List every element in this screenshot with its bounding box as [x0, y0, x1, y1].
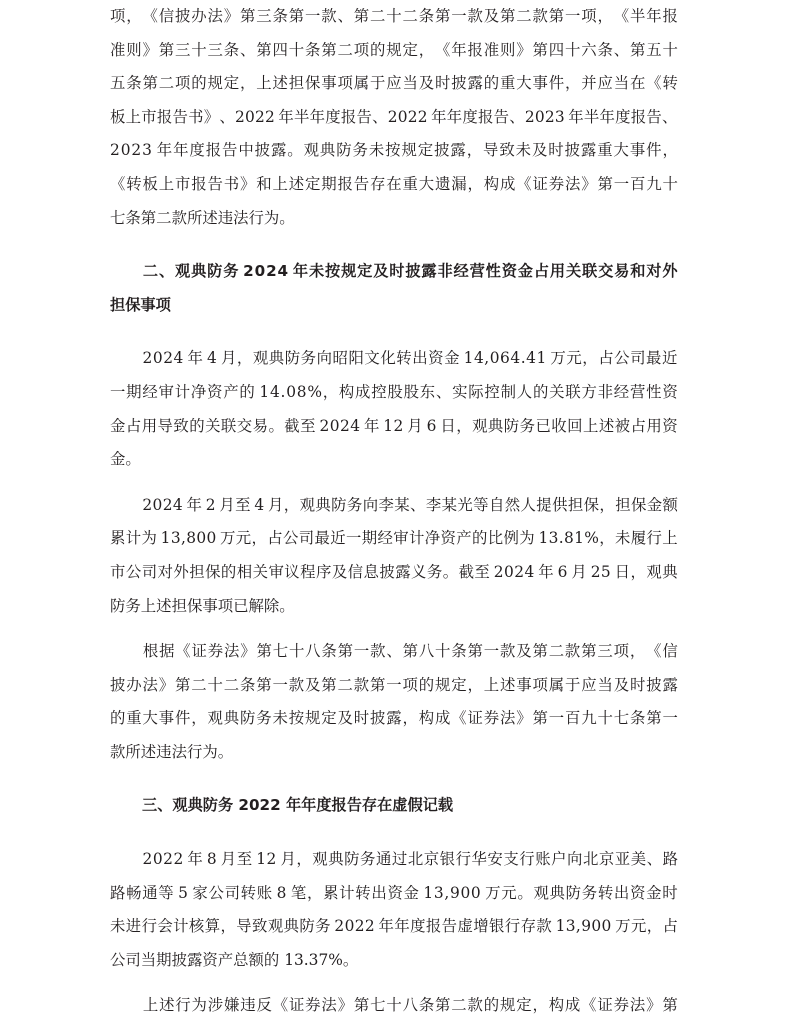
page-body	[110, 0, 678, 1023]
heading-line: 二 、 观 典 防 务 2 0 2 4 年 未 按 规 定 及 时 披 露 非 经 营 性 资 金 占 用 关 联 交 易 和 对 外	[142, 262, 678, 281]
text-line: 款所述违法行为。	[110, 742, 234, 761]
text-line: 2 0 2 3 年 年 度 报 告 中 披 露 。 观 典 防 务 未 按 规 定 披 露 ， 导 致 未 及 时 披 露 重 大 事 件 ，	[110, 141, 678, 160]
text-line: 项 ， 《 信 披 办 法 》 第 三 条 第 一 款 、 第 二 十 二 条 第 一 款 及 第 二 款 第 一 项 ， 《 半 年 报	[110, 7, 678, 25]
block-spacer	[110, 235, 678, 255]
block-spacer	[110, 823, 678, 843]
text-line: 一 期 经 审 计 净 资 产 的 1 4 . 0 8 % ， 构 成 控 股 股 东 、 实 际 控 制 人 的 关 联 方 非 经 营 性 资	[110, 382, 678, 401]
text-line: 上 述 行 为 涉 嫌 违 反 《 证 券 法 》 第 七 十 八 条 第 二 款 的 规 定 ， 构 成 《 证 券 法 》 第	[142, 996, 678, 1015]
text-line: 累 计 为 1 3 , 8 0 0 万 元 ， 占 公 司 最 近 一 期 经 审 计 净 资 产 的 比 例 为 1 3 . 8 1 % ， 未 履 行 上	[110, 529, 678, 548]
text-line: 2 0 2 2 年 8 月 至 1 2 月 ， 观 典 防 务 通 过 北 京 银 行 华 安 支 行 账 户 向 北 京 亚 美 、 路	[142, 850, 678, 869]
section-heading-3	[110, 789, 678, 823]
paragraph-2-1	[110, 342, 678, 476]
text-line: 金 占 用 导 致 的 关 联 交 易 。 截 至 2 0 2 4 年 1 2 月 6 日 ， 观 典 防 务 已 收 回 上 述 被 占 用 资	[110, 416, 678, 435]
text-line: 2 0 2 4 年 2 月 至 4 月 ， 观 典 防 务 向 李 某 、 李 某 光 等 自 然 人 提 供 担 保 ， 担 保 金 额	[142, 495, 678, 514]
text-line: 公司当期披露资产总额的 13.37%。	[110, 950, 359, 969]
text-line: 的 重 大 事 件 ， 观 典 防 务 未 按 规 定 及 时 披 露 ， 构 成 《 证 券 法 》 第 一 百 九 十 七 条 第 一	[110, 709, 678, 728]
paragraph-2-3	[110, 635, 678, 769]
text-line: 五 条 第 二 项 的 规 定 ， 上 述 担 保 事 项 属 于 应 当 及 时 披 露 的 重 大 事 件 ， 并 应 当 在 《 转	[110, 74, 678, 93]
paragraph-2-2	[110, 489, 678, 623]
text-line: 板 上 市 报 告 书 》 、 2 0 2 2 年 半 年 度 报 告 、 2 0 2 2 年 年 度 报 告 、 2 0 2 3 年 半 年 度 报 告 、	[110, 107, 678, 126]
text-line: 《 转 板 上 市 报 告 书 》 和 上 述 定 期 报 告 存 在 重 大 遗 漏 ， 构 成 《 证 券 法 》 第 一 百 九 十	[110, 174, 678, 193]
heading-line: 三、观典防务 2022 年年度报告存在虚假记载	[142, 796, 454, 815]
text-line: 披 办 法 》 第 二 十 二 条 第 一 款 及 第 二 款 第 一 项 的 规 定 ， 上 述 事 项 属 于 应 当 及 时 披 露	[110, 675, 678, 694]
block-spacer	[110, 977, 678, 989]
text-line: 七条第二款所述违法行为。	[110, 208, 295, 227]
paragraph-continued	[110, 0, 678, 235]
block-spacer	[110, 623, 678, 635]
text-line: 准 则 》 第 三 十 三 条 、 第 四 十 条 第 二 项 的 规 定 ， 《 年 报 准 则 》 第 四 十 六 条 、 第 五 十	[110, 40, 678, 59]
text-line: 未 进 行 会 计 核 算 ， 导 致 观 典 防 务 2 0 2 2 年 年 度 报 告 虚 增 银 行 存 款 1 3 , 9 0 0 万 元 ， 占	[110, 917, 678, 936]
block-spacer	[110, 477, 678, 489]
text-line: 路 畅 通 等 5 家 公 司 转 账 8 笔 ， 累 计 转 出 资 金 1 3 , 9 0 0 万 元 。 观 典 防 务 转 出 资 金 时	[110, 883, 678, 902]
text-line: 防务上述担保事项已解除。	[110, 596, 295, 615]
text-line: 根 据 《 证 券 法 》 第 七 十 八 条 第 一 款 、 第 八 十 条 第 一 款 及 第 二 款 第 三 项 ， 《 信	[142, 642, 678, 661]
text-line: 2 0 2 4 年 4 月 ， 观 典 防 务 向 昭 阳 文 化 转 出 资 金 1 4 , 0 6 4 . 4 1 万 元 ， 占 公 司 最 近	[142, 349, 678, 368]
heading-line: 担保事项	[110, 295, 171, 314]
block-spacer	[110, 769, 678, 789]
paragraph-3-2-truncated	[110, 989, 678, 1023]
text-line: 市 公 司 对 外 担 保 的 相 关 审 议 程 序 及 信 息 披 露 义 务 。 截 至 2 0 2 4 年 6 月 2 5 日 ， 观 典	[110, 562, 678, 581]
text-line: 金。	[110, 450, 141, 469]
block-spacer	[110, 322, 678, 342]
paragraph-3-1	[110, 843, 678, 977]
section-heading-2	[110, 255, 678, 322]
